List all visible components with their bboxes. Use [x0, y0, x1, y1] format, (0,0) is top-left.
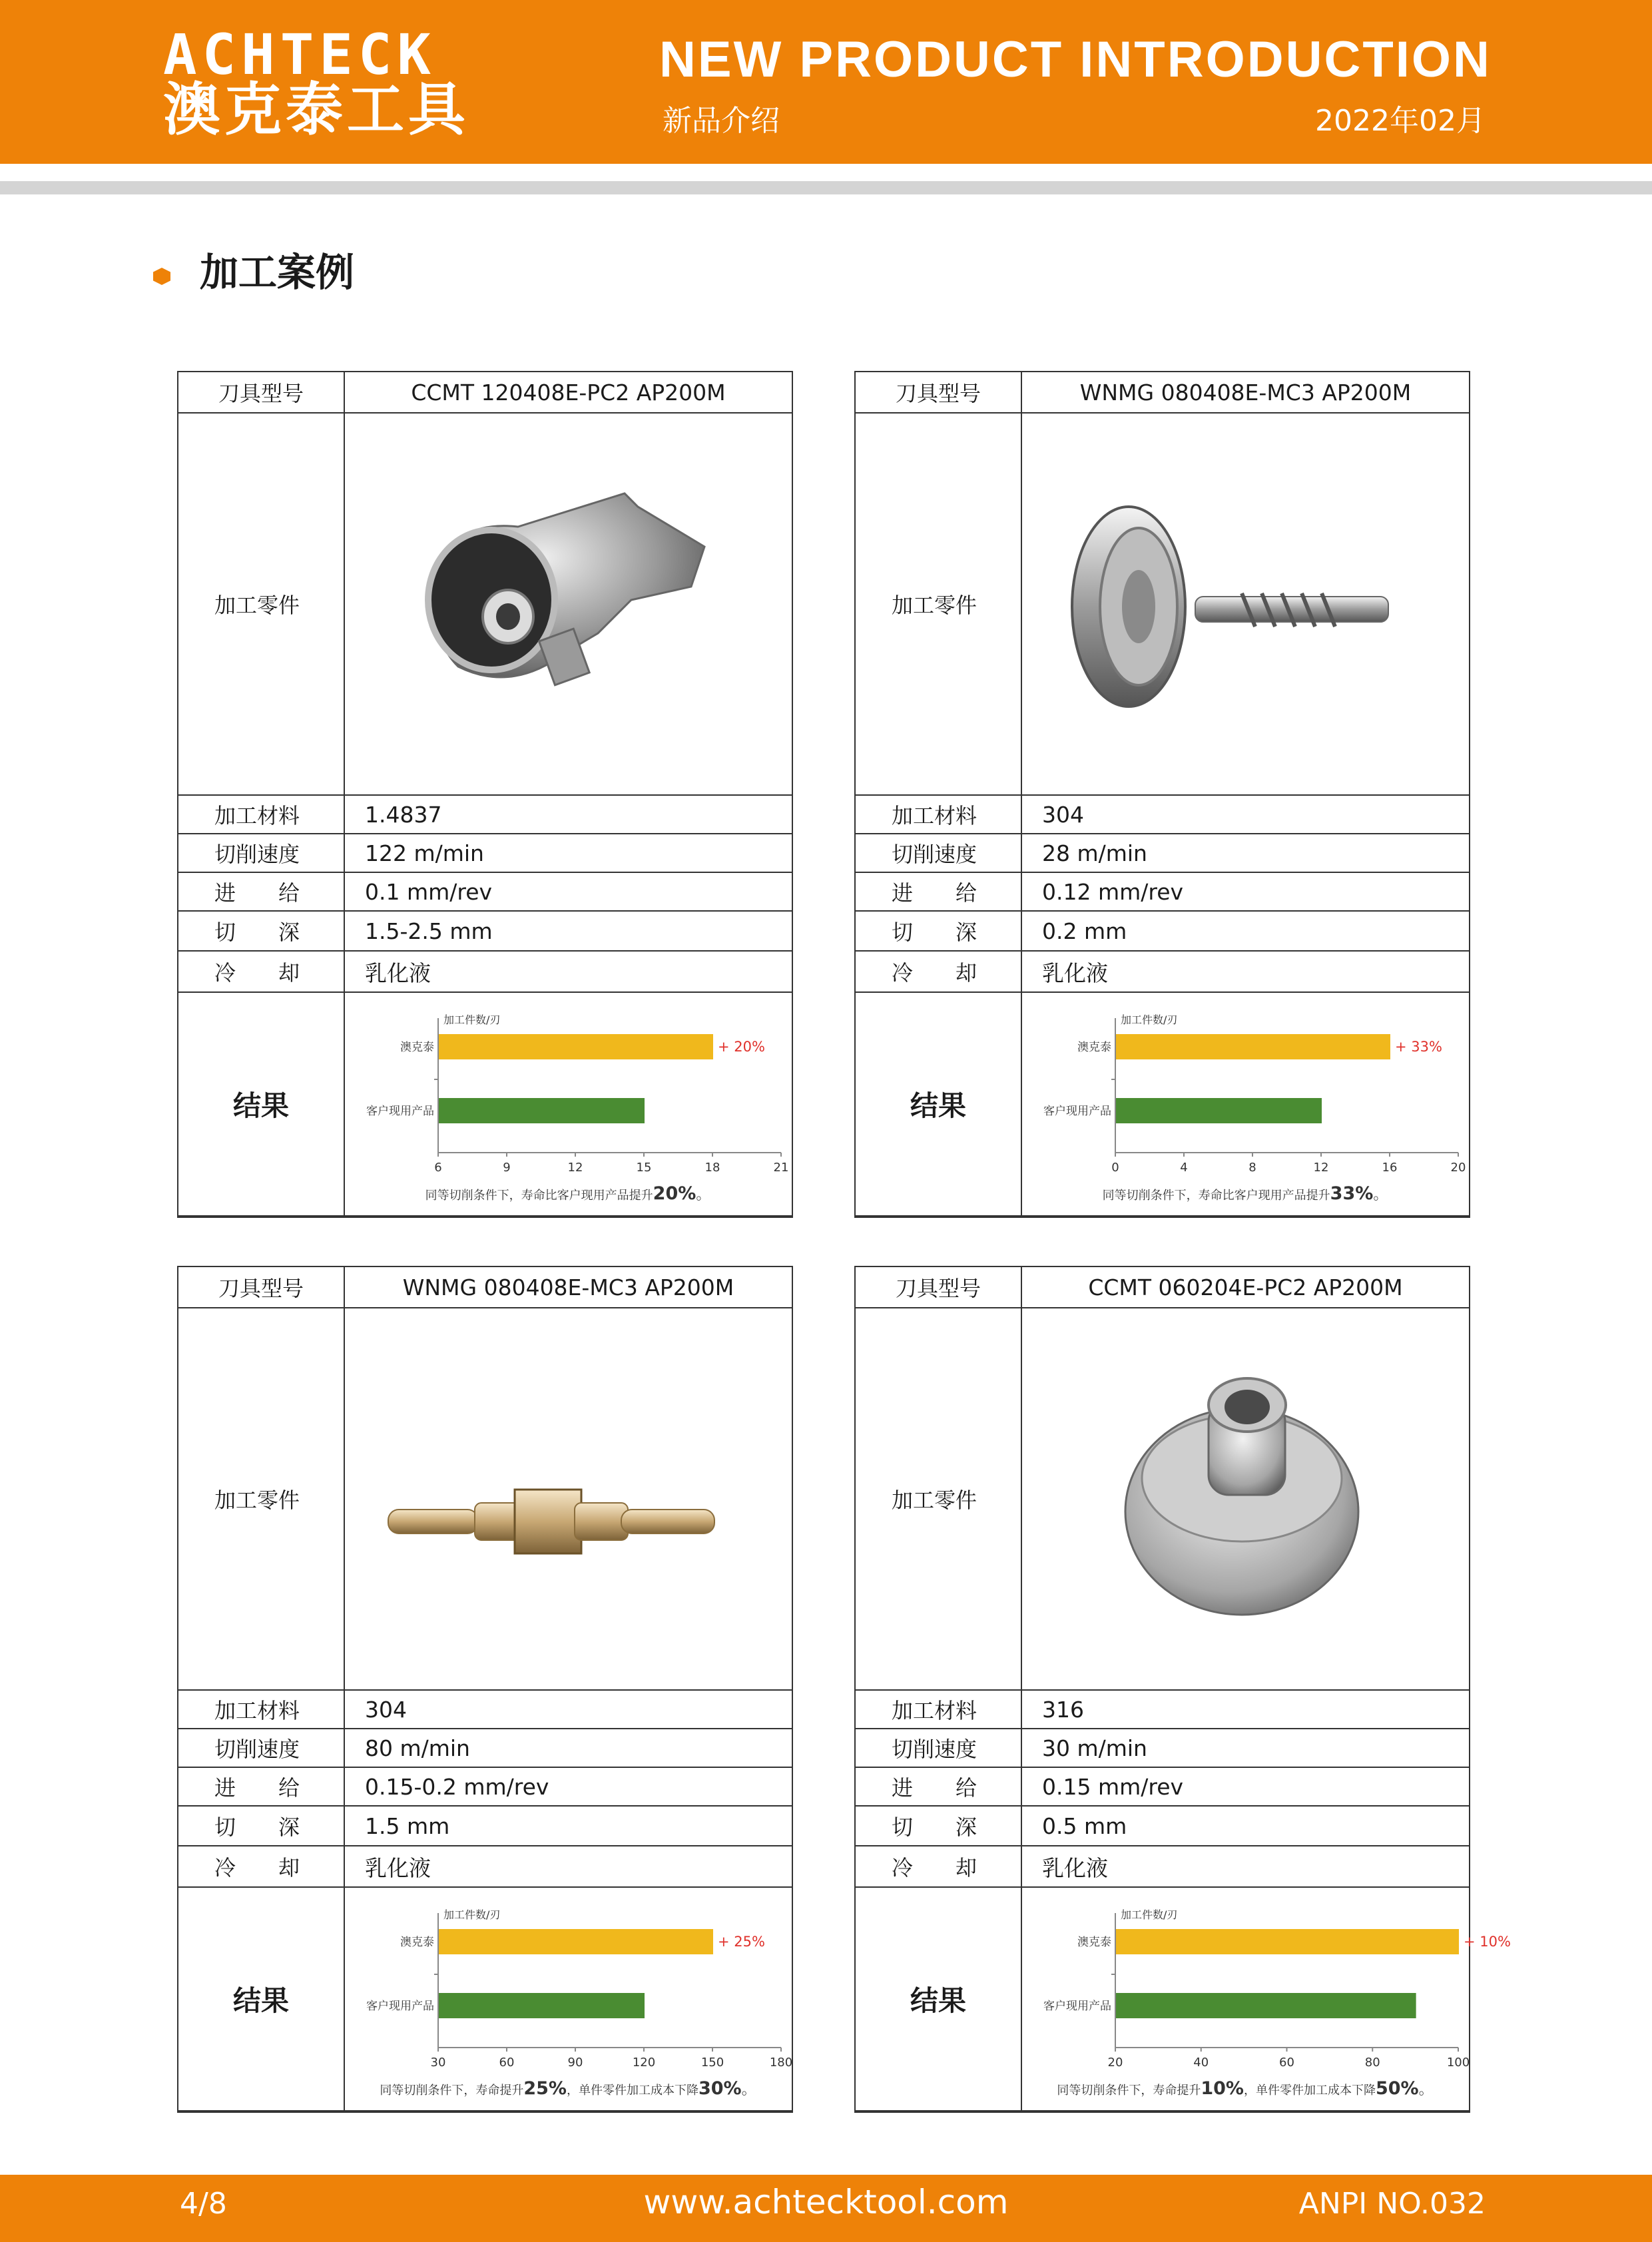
- feed-row: [856, 873, 1469, 912]
- part-label: 加工零件: [214, 1488, 300, 1513]
- customer-bar: [1116, 1993, 1416, 2018]
- material-label: 加工材料: [214, 803, 300, 828]
- feed-row: [178, 873, 792, 912]
- x-tick-label: 12: [1313, 1161, 1329, 1175]
- achteck-bar: [439, 1929, 713, 1954]
- part-row: [856, 414, 1469, 796]
- model-value: CCMT 120408E-PC2 AP200M: [411, 379, 726, 406]
- note-part: 同等切削条件下，寿命比客户现用产品提升: [1102, 1189, 1330, 1203]
- cooling-label: 冷 却: [214, 1855, 300, 1880]
- case-card: [177, 371, 793, 1218]
- speed-row: [178, 1729, 792, 1768]
- result-note: [425, 1183, 711, 1204]
- x-tick-label: 120: [632, 2056, 656, 2070]
- x-tick-label: 40: [1193, 2056, 1209, 2070]
- result-chart: [345, 1888, 792, 2111]
- result-row: [178, 993, 792, 1217]
- speed-row: [856, 1729, 1469, 1768]
- depth-label: 切 深: [214, 1815, 300, 1840]
- x-tick-label: 60: [1279, 2056, 1294, 2070]
- category-label: 客户现用产品: [366, 2000, 434, 2013]
- depth-row: [178, 912, 792, 952]
- depth-label: 切 深: [892, 920, 977, 945]
- result-chart: [345, 993, 792, 1217]
- case-card: [854, 371, 1470, 1218]
- x-tick-label: 90: [567, 2056, 583, 2070]
- part-photo: [1022, 1308, 1469, 1689]
- category-label: 澳克泰: [400, 1936, 434, 1949]
- cooling-label: 冷 却: [214, 960, 300, 985]
- result-row: [856, 1888, 1511, 2111]
- case-card: [854, 1266, 1511, 2113]
- speed-value: 30 m/min: [1042, 1735, 1147, 1761]
- result-row: [856, 993, 1469, 1217]
- speed-row: [856, 834, 1469, 873]
- cooling-label: 冷 却: [892, 960, 977, 985]
- cooling-value: 乳化液: [365, 960, 431, 986]
- material-value: 304: [1042, 801, 1084, 828]
- feed-value: 0.15-0.2 mm/rev: [365, 1773, 549, 1800]
- speed-value: 122 m/min: [365, 840, 484, 866]
- x-tick-label: 100: [1446, 2056, 1470, 2070]
- x-tick-label: 150: [700, 2056, 724, 2070]
- speed-value: 28 m/min: [1042, 840, 1147, 866]
- part-label: 加工零件: [214, 593, 300, 618]
- result-row: [178, 1888, 792, 2111]
- material-value: 316: [1042, 1696, 1084, 1723]
- speed-label: 切削速度: [214, 842, 300, 867]
- material-row: [178, 796, 792, 834]
- note-part: 25%: [523, 2078, 567, 2099]
- depth-value: 0.2 mm: [1042, 918, 1127, 944]
- result-label: 结果: [910, 1984, 966, 2017]
- note-part: 20%: [653, 1183, 696, 1204]
- customer-bar: [439, 1098, 645, 1123]
- category-label: 客户现用产品: [366, 1105, 434, 1118]
- note-part: 33%: [1330, 1183, 1374, 1204]
- chart-ylabel: 加工件数/刃: [443, 1013, 501, 1026]
- feed-value: 0.15 mm/rev: [1042, 1773, 1184, 1800]
- category-label: 澳克泰: [400, 1041, 434, 1054]
- material-row: [178, 1691, 792, 1729]
- x-tick-label: 60: [499, 2056, 515, 2070]
- chart-ylabel: 加工件数/刃: [1121, 1013, 1178, 1026]
- note-part: 50%: [1375, 2078, 1419, 2099]
- x-tick-label: 20: [1107, 2056, 1123, 2070]
- section-title: 加工案例: [200, 250, 355, 295]
- material-label: 加工材料: [892, 803, 977, 828]
- result-label: 结果: [232, 1984, 289, 2017]
- achteck-bar: [439, 1034, 713, 1059]
- part-row: [856, 1308, 1469, 1691]
- x-tick-label: 180: [769, 2056, 793, 2070]
- result-chart: [1022, 1888, 1511, 2111]
- x-tick-label: 15: [636, 1161, 652, 1175]
- depth-value: 1.5 mm: [365, 1813, 450, 1839]
- cooling-value: 乳化液: [1042, 960, 1108, 986]
- note-part: 同等切削条件下，寿命比客户现用产品提升: [425, 1189, 653, 1203]
- customer-bar: [439, 1993, 645, 2018]
- improvement-annotation: + 10%: [1464, 1934, 1511, 1950]
- result-chart: [1022, 993, 1469, 1217]
- depth-label: 切 深: [214, 920, 300, 945]
- hexagon-bullet-icon: [153, 268, 170, 285]
- model-value: CCMT 060204E-PC2 AP200M: [1088, 1274, 1403, 1300]
- cooling-row: [178, 1846, 792, 1888]
- logo-chinese: 澳克泰工具: [163, 77, 469, 143]
- part-photo: [345, 1308, 792, 1689]
- logo-english: ACHTECK: [163, 22, 437, 87]
- model-value: WNMG 080408E-MC3 AP200M: [1079, 379, 1412, 406]
- cooling-row: [856, 1846, 1469, 1888]
- cooling-row: [856, 952, 1469, 993]
- part-photo: [1022, 414, 1469, 794]
- customer-bar: [1116, 1098, 1322, 1123]
- model-label: 刀具型号: [218, 381, 304, 406]
- part-row: [178, 414, 792, 796]
- depth-row: [856, 912, 1469, 952]
- achteck-bar: [1116, 1929, 1459, 1954]
- model-row: [856, 1267, 1469, 1308]
- x-tick-label: 30: [430, 2056, 446, 2070]
- result-note: [1103, 1183, 1388, 1204]
- x-tick-label: 16: [1382, 1161, 1398, 1175]
- model-value: WNMG 080408E-MC3 AP200M: [402, 1274, 734, 1300]
- note-part: 。: [1418, 2082, 1434, 2098]
- model-label: 刀具型号: [895, 381, 981, 406]
- model-label: 刀具型号: [218, 1276, 304, 1301]
- chart-ylabel: 加工件数/刃: [1121, 1908, 1178, 1921]
- note-part: 。: [741, 2082, 756, 2098]
- feed-row: [856, 1768, 1469, 1807]
- depth-value: 1.5-2.5 mm: [365, 918, 493, 944]
- speed-row: [178, 834, 792, 873]
- model-row: [178, 1267, 792, 1308]
- note-part: 。: [1373, 1187, 1388, 1203]
- material-value: 1.4837: [365, 801, 442, 828]
- note-part: 同等切削条件下，寿命提升: [1057, 2084, 1201, 2098]
- note-part: ，单件零件加工成本下降: [1243, 2084, 1376, 2098]
- speed-label: 切削速度: [892, 1737, 977, 1762]
- achteck-bar: [1116, 1034, 1390, 1059]
- x-tick-label: 9: [503, 1161, 511, 1175]
- category-label: 客户现用产品: [1043, 1105, 1111, 1118]
- note-part: 30%: [698, 2078, 742, 2099]
- material-row: [856, 796, 1469, 834]
- cooling-value: 乳化液: [365, 1854, 431, 1881]
- result-label: 结果: [232, 1089, 289, 1122]
- result-note: [380, 2078, 756, 2099]
- model-label: 刀具型号: [895, 1276, 981, 1301]
- material-label: 加工材料: [892, 1698, 977, 1723]
- depth-row: [856, 1807, 1469, 1846]
- x-tick-label: 8: [1248, 1161, 1256, 1175]
- result-label: 结果: [910, 1089, 966, 1122]
- cooling-value: 乳化液: [1042, 1854, 1108, 1881]
- category-label: 澳克泰: [1077, 1041, 1111, 1054]
- header-subtitle: 新品介绍: [663, 104, 780, 138]
- x-tick-label: 0: [1111, 1161, 1119, 1175]
- depth-value: 0.5 mm: [1042, 1813, 1127, 1839]
- x-tick-label: 80: [1364, 2056, 1380, 2070]
- improvement-annotation: + 33%: [1395, 1039, 1442, 1055]
- feed-label: 进 给: [892, 880, 977, 906]
- model-row: [178, 372, 792, 414]
- material-label: 加工材料: [214, 1698, 300, 1723]
- material-row: [856, 1691, 1469, 1729]
- x-tick-label: 12: [567, 1161, 583, 1175]
- speed-label: 切削速度: [892, 842, 977, 867]
- feed-row: [178, 1768, 792, 1807]
- feed-label: 进 给: [214, 880, 300, 906]
- website-link[interactable]: www.achtecktool.com: [643, 2183, 1009, 2221]
- depth-row: [178, 1807, 792, 1846]
- note-part: 10%: [1201, 2078, 1244, 2099]
- note-part: 。: [696, 1187, 711, 1203]
- x-tick-label: 20: [1450, 1161, 1466, 1175]
- model-row: [856, 372, 1469, 414]
- page-number: 4/8: [180, 2187, 227, 2221]
- note-part: 同等切削条件下，寿命提升: [380, 2084, 524, 2098]
- feed-label: 进 给: [214, 1775, 300, 1801]
- result-note: [1057, 2078, 1433, 2099]
- category-label: 客户现用产品: [1043, 2000, 1111, 2013]
- depth-label: 切 深: [892, 1815, 977, 1840]
- x-tick-label: 4: [1180, 1161, 1188, 1175]
- case-card: [177, 1266, 793, 2113]
- note-part: ，单件零件加工成本下降: [566, 2084, 698, 2098]
- category-label: 澳克泰: [1077, 1936, 1111, 1949]
- cooling-row: [178, 952, 792, 993]
- x-tick-label: 21: [773, 1161, 789, 1175]
- material-value: 304: [365, 1696, 407, 1723]
- x-tick-label: 6: [434, 1161, 442, 1175]
- speed-value: 80 m/min: [365, 1735, 470, 1761]
- part-label: 加工零件: [892, 593, 977, 618]
- divider-bar: [0, 181, 1652, 194]
- anpi-number: ANPI NO.032: [1298, 2187, 1486, 2221]
- feed-value: 0.1 mm/rev: [365, 878, 493, 905]
- part-label: 加工零件: [892, 1488, 977, 1513]
- chart-ylabel: 加工件数/刃: [443, 1908, 501, 1921]
- feed-value: 0.12 mm/rev: [1042, 878, 1184, 905]
- part-photo: [345, 414, 792, 794]
- header-title: NEW PRODUCT INTRODUCTION: [659, 31, 1492, 88]
- header-date: 2022年02月: [1315, 104, 1486, 138]
- cooling-label: 冷 却: [892, 1855, 977, 1880]
- part-row: [178, 1308, 792, 1691]
- x-tick-label: 18: [704, 1161, 720, 1175]
- improvement-annotation: + 25%: [718, 1934, 765, 1950]
- speed-label: 切削速度: [214, 1737, 300, 1762]
- feed-label: 进 给: [892, 1775, 977, 1801]
- improvement-annotation: + 20%: [718, 1039, 765, 1055]
